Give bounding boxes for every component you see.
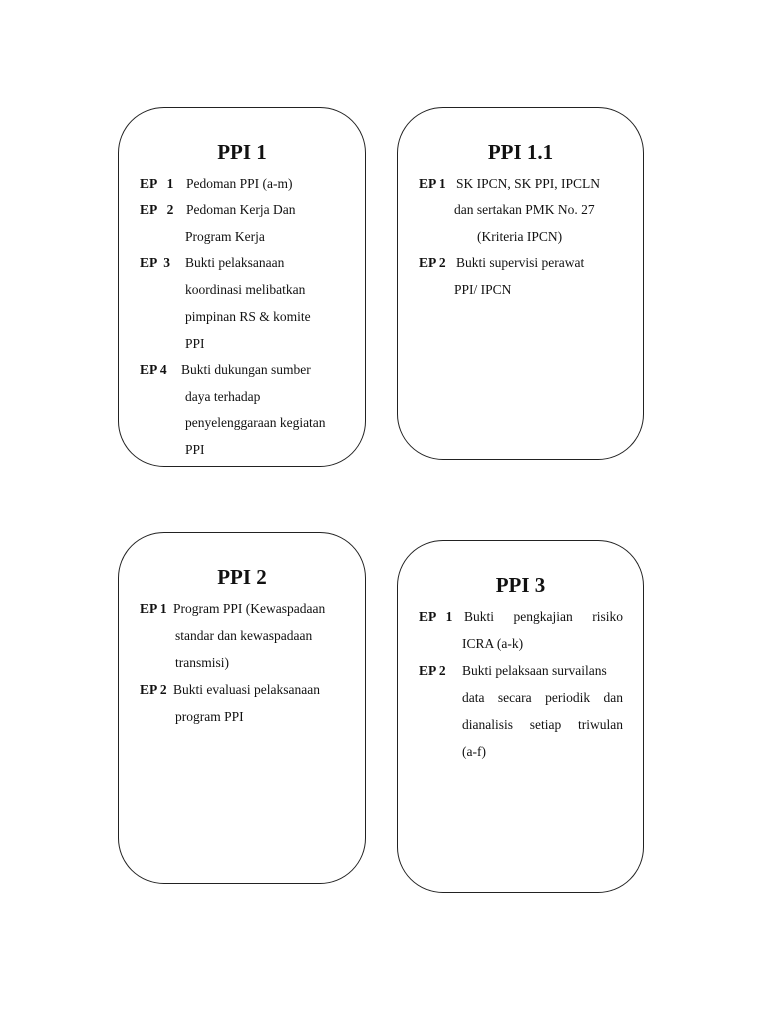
ep-label: EP 1 — [140, 176, 174, 191]
ep-text: transmisi) — [175, 655, 229, 670]
card-title: PPI 1.1 — [487, 140, 554, 164]
ep-label: EP 1 — [140, 601, 167, 616]
ep-text: dan sertakan PMK No. 27 — [454, 202, 595, 217]
ep-text: Bukti pelaksanaan — [185, 255, 285, 270]
ep-label: EP 2 — [419, 663, 446, 678]
card-ppi-2 — [118, 532, 366, 884]
ep-text: PPI — [185, 442, 205, 457]
ep-text: PPI/ IPCN — [454, 282, 512, 297]
card-ppi-3 — [397, 540, 644, 893]
ep-text: SK IPCN, SK PPI, IPCLN — [456, 176, 601, 191]
ep-text: Bukti pelaksaan survailans — [462, 663, 607, 678]
ep-text: Bukti evaluasi pelaksanaan — [173, 682, 320, 697]
ep-text: Bukti dukungan sumber — [181, 362, 311, 377]
ep-text: penyelenggaraan kegiatan — [185, 415, 326, 430]
ep-text: Pedoman Kerja Dan — [186, 202, 296, 217]
card-title: PPI 1 — [217, 140, 267, 164]
ep-text: data secara periodik dan — [462, 690, 623, 705]
ep-text: Bukti supervisi perawat — [456, 255, 585, 270]
ep-label: EP 2 — [140, 682, 167, 697]
ep-text: daya terhadap — [185, 389, 261, 404]
card-title: PPI 3 — [495, 573, 546, 597]
ep-text: ICRA (a-k) — [462, 636, 524, 651]
ep-text: program PPI — [175, 709, 244, 724]
ep-text: dianalisis setiap triwulan — [462, 717, 623, 732]
ep-text: Bukti pengkajian risiko — [464, 609, 623, 624]
ep-text: PPI — [185, 336, 205, 351]
ep-text: (a-f) — [462, 744, 486, 759]
ep-text: Program PPI (Kewaspadaan — [173, 601, 326, 616]
ep-text: koordinasi melibatkan — [185, 282, 306, 297]
ep-label: EP 2 — [419, 255, 446, 270]
ep-label: EP 3 — [140, 255, 171, 270]
ep-label: EP 1 — [419, 609, 453, 624]
ep-text: pimpinan RS & komite — [185, 309, 311, 324]
ep-label: EP 2 — [140, 202, 174, 217]
card-title: PPI 2 — [217, 565, 267, 589]
ep-text: Program Kerja — [185, 229, 265, 244]
ep-text: standar dan kewaspadaan — [175, 628, 313, 643]
card-ppi-1-1 — [397, 107, 644, 460]
ep-label: EP 4 — [140, 362, 167, 377]
ep-label: EP 1 — [419, 176, 446, 191]
card-ppi-1 — [118, 107, 366, 467]
ep-text: Pedoman PPI (a-m) — [186, 176, 293, 191]
ep-text: (Kriteria IPCN) — [477, 229, 563, 244]
